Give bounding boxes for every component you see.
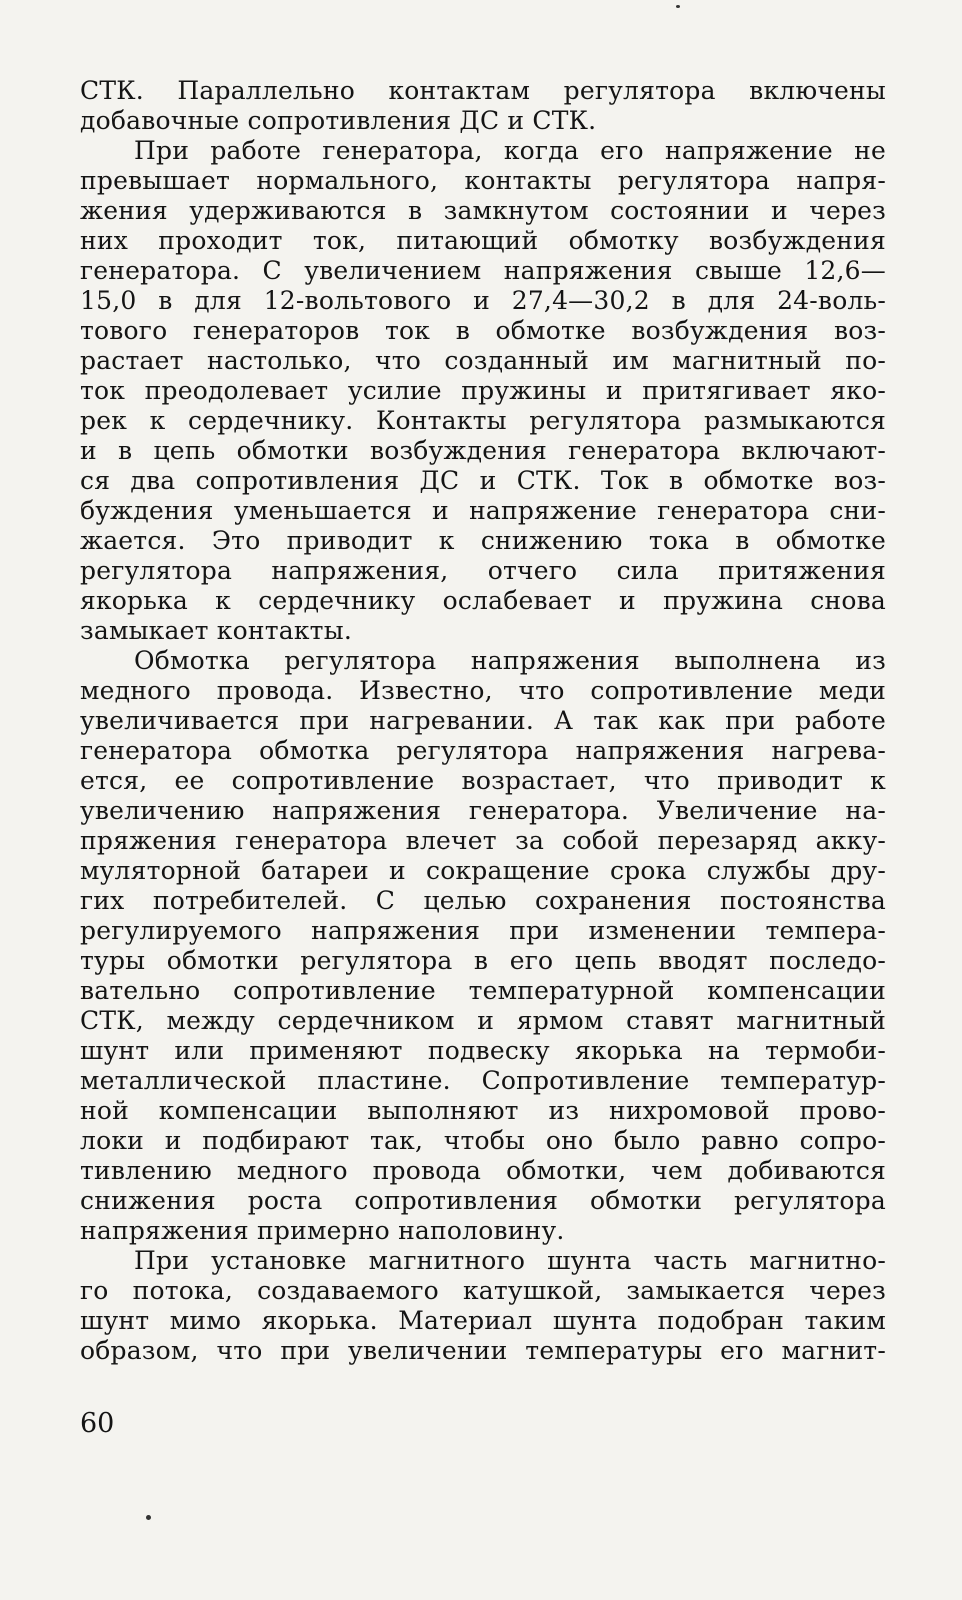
text-line: них проходит ток, питающий обмотку возбуждения — [80, 226, 886, 255]
text-line: ся два сопротивления ДС и СТК. Ток в обмотке воз- — [80, 466, 886, 495]
page-number: 60 — [80, 1408, 115, 1439]
text-line: буждения уменьшается и напряжение генератора сни- — [80, 496, 886, 525]
text-line: СТК. Параллельно контактам регулятора включены — [80, 76, 886, 105]
text-line: медного провода. Известно, что сопротивление меди — [80, 676, 886, 705]
text-line: регулируемого напряжения при изменении темпера- — [80, 916, 886, 945]
text-line: генератора. С увеличением напряжения свыше 12,6— — [80, 256, 886, 285]
text-line: Обмотка регулятора напряжения выполнена из — [134, 646, 886, 675]
text-line: превышает нормального, контакты регулятора напря- — [80, 166, 886, 195]
text-line: вательно сопротивление температурной компенсации — [80, 976, 886, 1005]
text-line: регулятора напряжения, отчего сила притяжения — [80, 556, 886, 585]
text-line: ток преодолевает усилие пружины и притягивает яко- — [80, 376, 886, 405]
text-line: го потока, создаваемого катушкой, замыкается через — [80, 1276, 886, 1305]
scan-speck — [676, 5, 680, 8]
text-line: увеличению напряжения генератора. Увеличение на- — [80, 796, 886, 825]
text-line: ется, ее сопротивление возрастает, что приводит к — [80, 766, 886, 795]
text-line: гих потребителей. С целью сохранения постоянства — [80, 886, 886, 915]
text-line: снижения роста сопротивления обмотки регулятора — [80, 1186, 886, 1215]
text-line: ной компенсации выполняют из нихромовой прово- — [80, 1096, 886, 1125]
text-line: тивлению медного провода обмотки, чем добиваются — [80, 1156, 886, 1185]
text-line: муляторной батареи и сокращение срока службы дру- — [80, 856, 886, 885]
text-line: рек к сердечнику. Контакты регулятора размыкаются — [80, 406, 886, 435]
text-line: локи и подбирают так, чтобы оно было равно сопро- — [80, 1126, 886, 1155]
text-line: При работе генератора, когда его напряжение не — [134, 136, 886, 165]
text-line: СТК, между сердечником и ярмом ставят магнитный — [80, 1006, 886, 1035]
text-line: якорька к сердечнику ослабевает и пружина снова — [80, 586, 886, 615]
text-line: добавочные сопротивления ДС и СТК. — [80, 106, 597, 135]
text-line: замыкает контакты. — [80, 616, 352, 645]
text-line: При установке магнитного шунта часть магнитно- — [134, 1246, 886, 1275]
text-line: тового генераторов ток в обмотке возбуждения воз- — [80, 316, 886, 345]
text-line: напряжения примерно наполовину. — [80, 1216, 565, 1245]
text-line: жения удерживаются в замкнутом состоянии и через — [80, 196, 886, 225]
text-line: растает настолько, что созданный им магнитный по- — [80, 346, 886, 375]
text-line: и в цепь обмотки возбуждения генератора включают- — [80, 436, 886, 465]
text-line: шунт мимо якорька. Материал шунта подобран таким — [80, 1306, 886, 1335]
text-line: туры обмотки регулятора в его цепь вводят последо- — [80, 946, 886, 975]
text-line: металлической пластине. Сопротивление температур- — [80, 1066, 886, 1095]
text-line: 15,0 в для 12-вольтового и 27,4—30,2 в для 24-воль- — [80, 286, 886, 315]
page-body — [80, 76, 886, 1366]
text-line: шунт или применяют подвеску якорька на термоби- — [80, 1036, 886, 1065]
text-line: образом, что при увеличении температуры его магнит- — [80, 1336, 886, 1365]
text-line: генератора обмотка регулятора напряжения нагрева- — [80, 736, 886, 765]
text-line: увеличивается при нагревании. А так как при работе — [80, 706, 886, 735]
text-line: пряжения генератора влечет за собой перезаряд акку- — [80, 826, 886, 855]
scan-speck — [146, 1515, 151, 1520]
text-line: жается. Это приводит к снижению тока в обмотке — [80, 526, 886, 555]
